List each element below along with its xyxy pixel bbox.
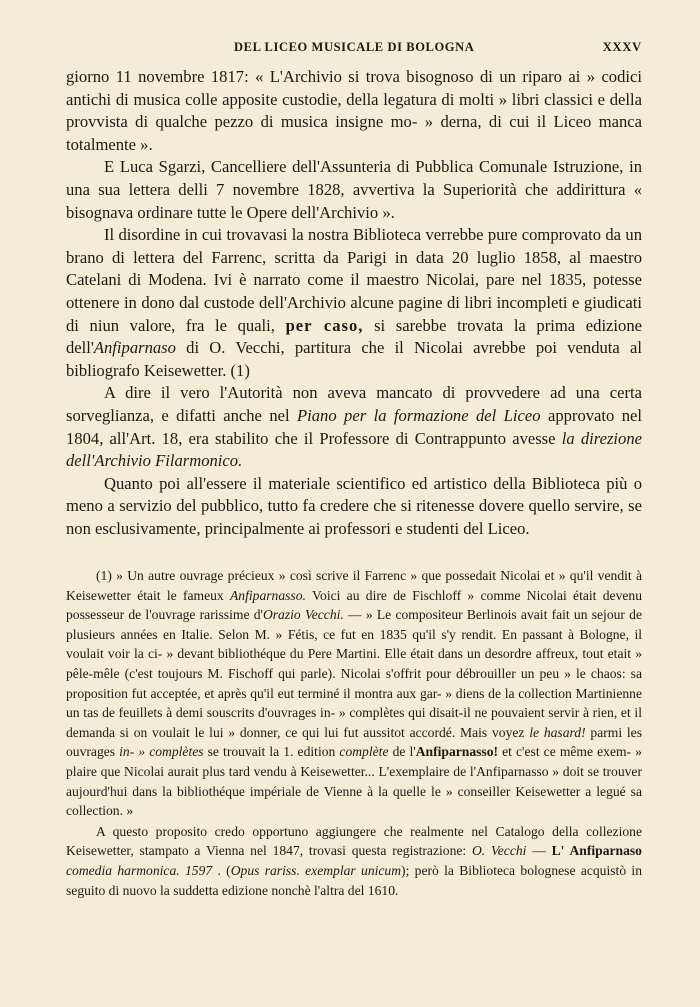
italic-phrase: in- » complètes xyxy=(119,744,204,760)
italic-phrase: Orazio Vecchi. xyxy=(262,607,344,623)
text-run: — xyxy=(532,843,546,859)
running-title: DEL LICEO MUSICALE DI BOLOGNA xyxy=(234,40,475,54)
text-run: A questo proposito credo opportuno aggiungere che realmente nel Catalogo della collezione Keisewetter, stampato a Vienna nel 1847, trovasi questa registrazione: xyxy=(66,823,642,859)
main-text xyxy=(66,66,642,540)
text-run: di O. Vecchi, partitura che il Nicolai avrebbe poi venduta al bibliografo Keisewetter. (1) xyxy=(66,338,642,380)
text-run: Voici au dire de Fischloff » comme Nicolai était devenu possesseur de l'ouvrage rarissime d' xyxy=(66,587,642,623)
text-run: Il disordine in cui trovavasi la nostra Biblioteca verrebbe pure comprovato da un brano di lettera del Farrenc, scritta da Parigi in data 20 luglio 1858, al maestro Catelani di Modena. Ivi è narrato come il maestro Nicolai, pare nel 1835, potesse ottenere in dono dal custode dell'Archivio alcune pagine di libri incompleti e giudicati di niun valore, fra le quali, xyxy=(66,225,642,335)
text-run: (1) » Un autre ouvrage précieux » così scrive il Farrenc » que possedait Nicolai et » qu'il vendit à Keisewetter était le fameux xyxy=(66,568,642,603)
paragraph-1: giorno 11 novembre 1817: « L'Archivio si trova bisognoso di un riparo ai » codici antichi di musica colle apposite custodie, della legatura di molti » libri classici e della provvista di qualche pezzo di musica insigne mo- » derna, di cui il Liceo manca totalmente ». xyxy=(66,67,642,154)
text-run: et c'est ce même exem- » plaire que Nicolai aurait plus tard vendu à Keisewetter... L'exemplaire de l'Anfiparnasso » doit se trouver aujourd'hui dans la bibliothéque impériale de Vienne à la quelle le » conseiller Keisewetter a legué sa collection. » xyxy=(66,744,642,819)
text-run: ); però la Biblioteca bolognese acquistò in seguito di nuovo la suddetta edizione nonchè l'altra del 1610. xyxy=(66,862,642,898)
paragraph-2: E Luca Sgarzi, Cancelliere dell'Assunteria di Pubblica Comunale Istruzione, in una sua lettera delli 7 novembre 1828, avvertiva la Superiorità che addirittura « bisognava ordinare tutte le Opere dell'Archivio ». xyxy=(66,157,642,222)
text-run: si sarebbe trovata la prima edizione dell' xyxy=(66,315,642,358)
text-run: — » Le compositeur Berlinois avait fait un sejour de plusieurs années en Italie. Selon M. » Fétis, ce fut en 1835 qu'il s'y rendit. En passant à Bologne, il voulait voir la ci- » devant bibliothéque du Pere Martini. Elle était dans un desordre affreux, tout etait » pêle-mêle (c'est toujours M. Fischoff qui parle). Nicolai s'offrit pour débrouiller un peu » le chaos: sa proposition fut acceptée, et après qu'il eut terminé il montra aux gar- » diens de la collection Martinienne un tas de feuillets à demi souscrits d'ouvrages in- » complètes qui disait-il ne pouvaient servir à rien, et il demanda si on voulait le lui » donner, ce qui lui fut aussitot accordé. Mais voyez xyxy=(66,607,642,740)
text-run: A dire il vero l'Autorità non aveva mancato di provvedere ad una certa sorveglianza, e difatti anche nel xyxy=(66,383,642,425)
bold-phrase: Anfiparnasso! xyxy=(415,744,499,760)
text-run: se trouvait la 1. edition xyxy=(207,744,336,760)
italic-title: Anfiparnaso xyxy=(93,338,176,358)
italic-phrase: O. Vecchi xyxy=(471,843,527,859)
page-number: XXXV xyxy=(602,40,642,54)
bold-phrase: per caso, xyxy=(285,315,364,335)
footnote-1 xyxy=(66,566,642,821)
text-run: parmi les ouvrages xyxy=(66,724,642,760)
text-run: approvato nel 1804, all'Art. 18, era stabilito che il Professore di Contrappunto avesse xyxy=(66,405,643,448)
paragraph-5: Quanto poi all'essere il materiale scientifico ed artistico della Biblioteca più o meno a servizio del pubblico, tutto fa credere che si ritenesse dovere quello servire, se non esclusivamente, principalmente ai professori e studenti del Liceo. xyxy=(66,473,642,538)
italic-phrase: la direzione dell'Archivio Filarmonico. xyxy=(66,428,642,471)
italic-phrase: Anfiparnasso. xyxy=(230,587,306,603)
paragraph-3 xyxy=(66,224,642,382)
italic-phrase: le hasard! xyxy=(529,724,586,740)
italic-title: Piano per la formazione del Liceo xyxy=(297,405,541,425)
text-run: de l' xyxy=(392,744,416,760)
bold-phrase: L' Anfiparnaso xyxy=(551,843,642,859)
running-header xyxy=(66,40,642,62)
footnote-2 xyxy=(66,822,642,900)
text-run: . ( xyxy=(217,862,231,878)
footnotes xyxy=(66,566,642,900)
italic-phrase: comedia harmonica. 1597 xyxy=(66,862,213,878)
italic-phrase: complète xyxy=(339,744,389,760)
paragraph-4 xyxy=(66,382,642,472)
italic-phrase: Opus rariss. exemplar unicum xyxy=(230,862,402,878)
